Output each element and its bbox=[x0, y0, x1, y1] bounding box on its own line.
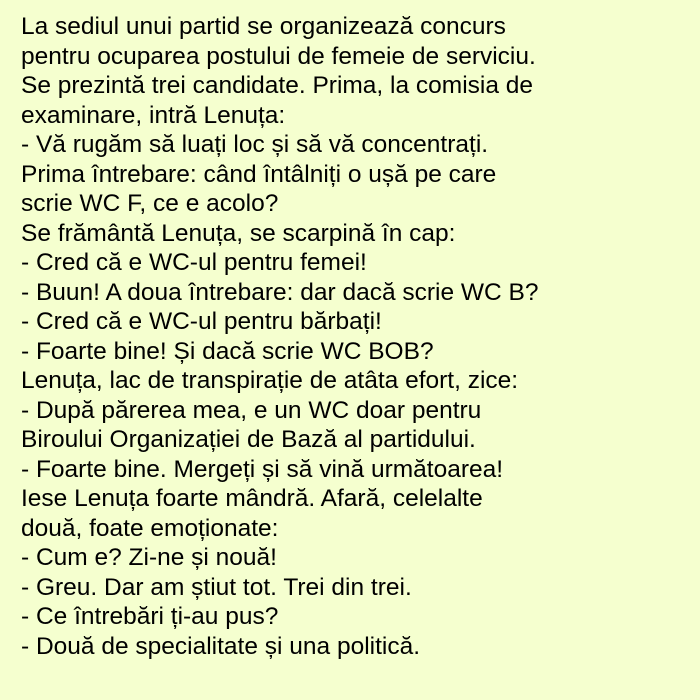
text-line: Se prezintă trei candidate. Prima, la comisia de bbox=[21, 72, 534, 99]
text-line: Iese Lenuța foarte mândră. Afară, celelalte bbox=[21, 485, 483, 512]
text-line: - Buun! A doua întrebare: dar dacă scrie WC B? bbox=[21, 278, 539, 306]
text-line: - Greu. Dar am știut tot. Trei din trei. bbox=[21, 573, 412, 601]
text-line: Biroului Organizației de Bază al partidului. bbox=[21, 426, 476, 453]
text-line: - Ce întrebări ți-au pus? bbox=[21, 603, 279, 630]
text-line: La sediul unui partid se organizează concurs bbox=[21, 13, 506, 40]
text-line: Se frământă Lenuța, se scarpină în cap: bbox=[21, 219, 456, 247]
text-line: - Foarte bine. Mergeți și să vină următoarea! bbox=[21, 455, 504, 483]
text-line: - Două de specialitate și una politică. bbox=[21, 632, 421, 660]
text-line: examinare, intră Lenuța: bbox=[21, 101, 286, 129]
text-line: pentru ocuparea postului de femeie de serviciu. bbox=[21, 42, 536, 70]
text-line: Prima întrebare: când întâlniți o ușă pe care bbox=[21, 160, 497, 188]
text-line: - Cred că e WC-ul pentru bărbați! bbox=[21, 308, 382, 335]
text-line: două, foate emoționate: bbox=[21, 514, 279, 542]
text-line: - Cred că e WC-ul pentru femei! bbox=[21, 249, 367, 276]
text-line: - Vă rugăm să luați loc și să vă concentrați. bbox=[21, 131, 489, 158]
text-line: scrie WC F, ce e acolo? bbox=[21, 190, 279, 217]
text-line: - Foarte bine! Și dacă scrie WC BOB? bbox=[21, 337, 434, 365]
text-line: Lenuța, lac de transpirație de atâta efort, zice: bbox=[21, 367, 519, 394]
text-line: - Cum e? Zi-ne și nouă! bbox=[21, 544, 277, 571]
text-line: - După părerea mea, e un WC doar pentru bbox=[21, 396, 482, 424]
